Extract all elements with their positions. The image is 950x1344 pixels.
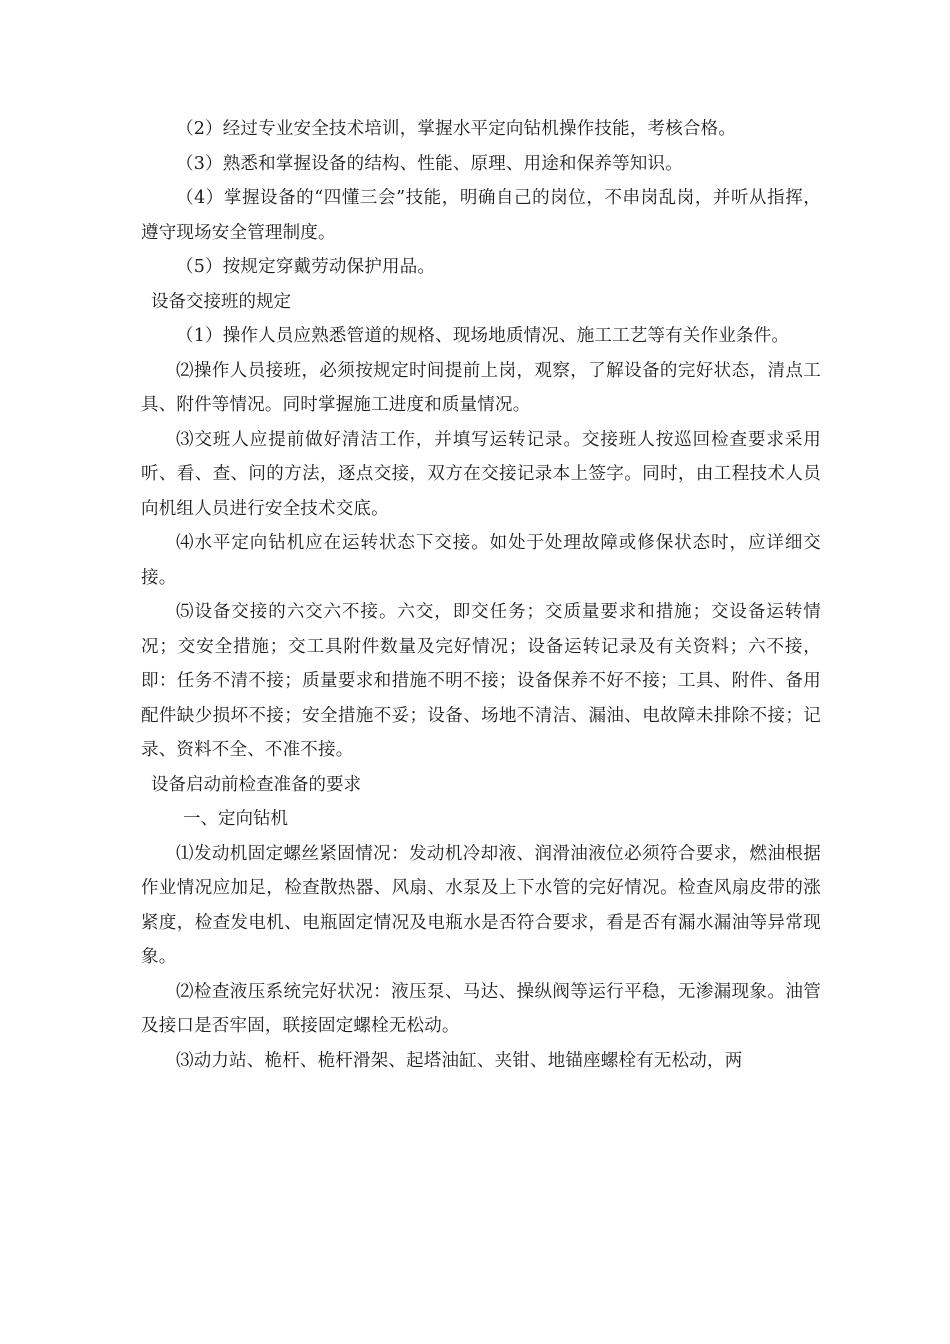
document-page <box>141 112 821 1078</box>
paragraph: （3）熟悉和掌握设备的结构、性能、原理、用途和保养等知识。 <box>176 153 683 174</box>
paragraph: （1）操作人员应熟悉管道的规格、现场地质情况、施工工艺等有关作业条件。 <box>176 326 790 346</box>
paragraph: ⑷水平定向钻机应在运转状态下交接。如处于处理故障或修保状态时，应详细交接。 <box>141 533 821 588</box>
paragraph: ⑶动力站、桅杆、桅杆滑架、起塔油缸、夹钳、地锚座螺栓有无松动，两 <box>176 1050 743 1071</box>
paragraph: ⑴发动机固定螺丝紧固情况：发动机冷却液、润滑油液位必须符合要求，燃油根据作业情况应加足，检查散热器、风扇、水泵及上下水管的完好情况。检查风扇皮带的涨紧度，检查发电机、电瓶固定情况及电瓶水是否符合要求，看是否有漏水漏油等异常现象。 <box>141 843 821 967</box>
paragraph: ⑵操作人员接班，必须按规定时间提前上岗，观察，了解设备的完好状态，清点工具、附件等情况。同时掌握施工进度和质量情况。 <box>141 360 821 415</box>
section-heading: 设备启动前检查准备的要求 <box>151 774 361 795</box>
paragraph: （4）掌握设备的“四懂三会”技能，明确自己的岗位，不串岗乱岗，并听从指挥，遵守现场安全管理制度。 <box>141 188 821 243</box>
paragraph: ⑵检查液压系统完好状况：液压泵、马达、操纵阀等运行平稳，无渗漏现象。油管及接口是否牢固，联接固定螺栓无松动。 <box>141 981 821 1036</box>
section-heading: 设备交接班的规定 <box>151 291 291 312</box>
paragraph: （2）经过专业安全技术培训，掌握水平定向钻机操作技能，考核合格。 <box>176 119 737 139</box>
subsection-heading: 一、定向钻机 <box>183 809 288 829</box>
paragraph: ⑸设备交接的六交六不接。六交，即交任务；交质量要求和措施；交设备运转情况；交安全措施；交工具附件数量及完好情况；设备运转记录及有关资料；六不接，即：任务不清不接；质量要求和措施不明不接；设备保养不好不接；工具、附件、备用配件缺少损坏不接；安全措施不妥；设备、场地不清洁、漏油、电故障未排除不接；记录、资料不全、不准不接。 <box>141 602 821 760</box>
paragraph: （5）按规定穿戴劳动保护用品。 <box>176 257 436 277</box>
paragraph: ⑶交班人应提前做好清洁工作，并填写运转记录。交接班人按巡回检查要求采用听、看、查、问的方法，逐点交接，双方在交接记录本上签字。同时，由工程技术人员向机组人员进行安全技术交底。 <box>141 429 821 519</box>
